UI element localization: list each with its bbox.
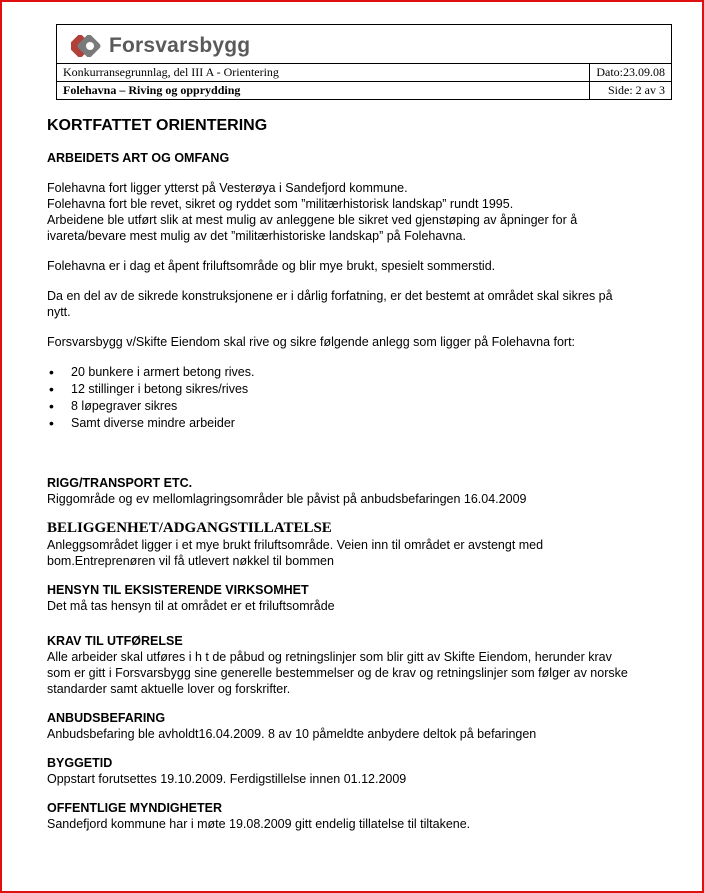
paragraph-line: som er gitt i Forsvarsbygg sine generelle bestemmelser og de krav og retningslinjer som følger av norske <box>47 666 628 680</box>
section-heading-arbeidets-art: ARBEIDETS ART OG OMFANG <box>47 151 230 165</box>
paragraph-line: Da en del av de sikrede konstruksjonene er i dårlig forfatning, er det bestemt at området skal sikres på <box>47 289 613 303</box>
work-list <box>47 364 677 432</box>
header-row-document <box>57 64 671 82</box>
paragraph-line: Alle arbeider skal utføres i h t de påbud og retningslinjer som blir gitt av Skifte Eiendom, herunder krav <box>47 650 612 664</box>
document-header <box>56 24 672 100</box>
paragraph: Det må tas hensyn til at området er et friluftsområde <box>47 599 335 613</box>
forsvarsbygg-logo <box>71 34 250 58</box>
paragraph-line: nytt. <box>47 305 71 319</box>
header-row-project <box>57 82 671 99</box>
forsvarsbygg-emblem-icon <box>71 35 105 57</box>
document-body <box>47 116 677 832</box>
section-heading-myndigheter: OFFENTLIGE MYNDIGHETER <box>47 801 222 815</box>
section-heading-byggetid: BYGGETID <box>47 756 113 770</box>
document-title: Konkurransegrunnlag, del III A - Orientering <box>63 65 279 79</box>
paragraph-line: ivareta/bevare mest mulig av det ”militærhistoriske landskap” på Folehavna. <box>47 229 466 243</box>
project-title: Folehavna – Riving og opprydding <box>63 83 241 97</box>
paragraph-line: Anleggsområdet ligger i et mye brukt friluftsområde. Veien inn til området er avstengt med <box>47 538 544 552</box>
paragraph-line: Folehavna fort ligger ytterst på Vesterøya i Sandefjord kommune. <box>47 181 408 195</box>
section-heading-anbudsbefaring: ANBUDSBEFARING <box>47 711 166 725</box>
paragraph: Anbudsbefaring ble avholdt16.04.2009. 8 av 10 påmeldte anbydere deltok på befaringen <box>47 727 537 741</box>
paragraph-line: standarder samt aktuelle lover og forskrifter. <box>47 682 291 696</box>
list-item: • 20 bunkere i armert betong rives. <box>47 364 677 381</box>
list-item: • 8 løpegraver sikres <box>47 398 677 415</box>
section-heading-hensyn: HENSYN TIL EKSISTERENDE VIRKSOMHET <box>47 583 309 597</box>
section-heading-beliggenhet: BELIGGENHET/ADGANGSTILLATELSE <box>47 520 332 536</box>
paragraph: Forsvarsbygg v/Skifte Eiendom skal rive og sikre følgende anlegg som ligger på Folehavna fort: <box>47 335 576 349</box>
section-heading-krav: KRAV TIL UTFØRELSE <box>47 634 183 648</box>
paragraph-line: Folehavna fort ble revet, sikret og ryddet som ”militærhistorisk landskap” rundt 1995. <box>47 197 514 211</box>
page-number: Side: 2 av 3 <box>589 82 671 99</box>
page-title: KORTFATTET ORIENTERING <box>47 117 268 134</box>
list-item: • Samt diverse mindre arbeider <box>47 415 677 432</box>
paragraph: Riggområde og ev mellomlagringsområder ble påvist på anbudsbefaringen 16.04.2009 <box>47 492 527 506</box>
logo-text: Forsvarsbygg <box>109 34 251 57</box>
paragraph: Folehavna er i dag et åpent friluftsområde og blir mye brukt, spesielt sommerstid. <box>47 259 496 273</box>
paragraph: Sandefjord kommune har i møte 19.08.2009 gitt endelig tillatelse til tiltakene. <box>47 817 471 831</box>
logo-row <box>57 25 671 64</box>
section-heading-rigg: RIGG/TRANSPORT ETC. <box>47 476 193 490</box>
paragraph-line: Arbeidene ble utført slik at mest mulig av anleggene ble sikret ved gjenstøping av åpninger for å <box>47 213 578 227</box>
paragraph-line: bom.Entreprenøren vil få utlevert nøkkel til bommen <box>47 554 334 568</box>
list-item: • 12 stillinger i betong sikres/rives <box>47 381 677 398</box>
document-date: Dato:23.09.08 <box>589 64 671 81</box>
paragraph: Oppstart forutsettes 19.10.2009. Ferdigstillelse innen 01.12.2009 <box>47 772 407 786</box>
